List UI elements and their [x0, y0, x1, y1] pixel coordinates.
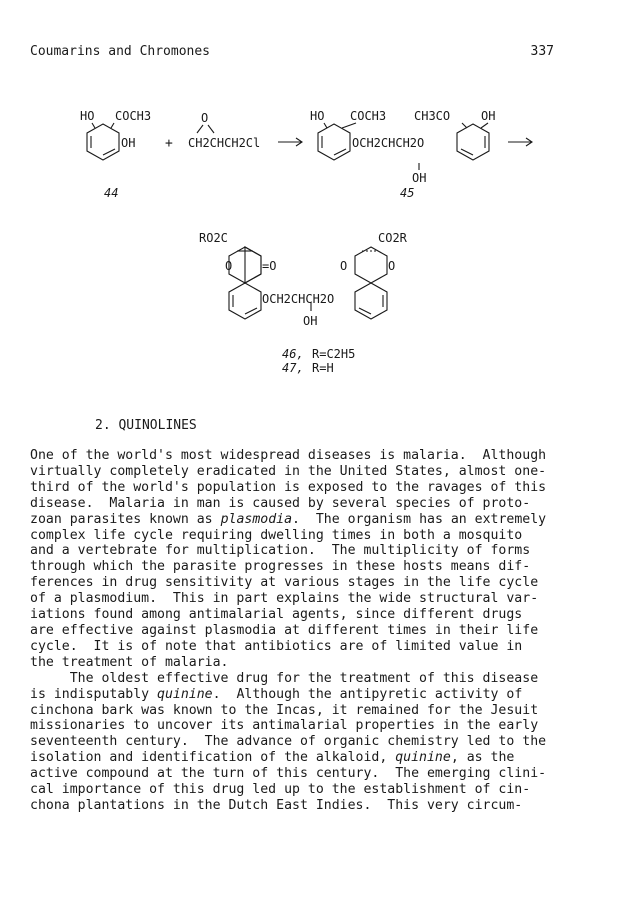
p2-line: The oldest effective drug for the treatment of this disease: [30, 670, 539, 686]
p2-line: cal importance of this drug led up to the establishment of cin-: [30, 782, 531, 798]
italic-term: quinine: [157, 686, 213, 702]
cmpd44-acetyl: COCH3: [115, 109, 152, 123]
reaction-arrow-2: [508, 138, 532, 146]
p1-line: virtually completely eradicated in the United States, almost one-: [30, 463, 547, 479]
cmpd47-number: 47,: [282, 361, 304, 375]
cmpd44-label: 44: [104, 186, 119, 200]
p1-line: ferences in drug sensitivity at various stages in the life cycle: [30, 575, 539, 591]
cmpd46-linker-oh: OH: [303, 314, 318, 328]
p1-line: . The organism has an extremely: [292, 511, 547, 527]
cmpd45-oh-right: OH: [481, 109, 496, 123]
cmpd44-oh: OH: [121, 136, 136, 150]
epoxide-oxygen: O: [201, 111, 209, 125]
epichlorohydrin-formula: CH2CHCH2Cl: [188, 136, 261, 150]
body-text: [30, 448, 570, 814]
cmpd47-r-group: R=H: [312, 361, 334, 375]
p1-line: One of the world's most widespread diseases is malaria. Although: [30, 448, 547, 463]
p2-line: active compound at the turn of this century. The emerging clini-: [30, 766, 547, 782]
p1-line: third of the world's population is exposed to the ravages of this: [30, 479, 547, 495]
p2-line: isolation and identification of the alkaloid,: [30, 750, 396, 766]
cmpd45-acetyl-left: COCH3: [350, 109, 387, 123]
cmpd46-ester-right: CO2R: [378, 231, 407, 245]
p1-line: are effective against plasmodia at different times in their life: [30, 622, 539, 638]
cmpd46-ester-left: RO2C: [199, 231, 228, 245]
cmpd46-carbonyl: =O: [262, 259, 277, 273]
p1-line: of a plasmodium. This in part explains the wide structural var-: [30, 591, 539, 607]
cmpd45-linker-oh: OH: [412, 171, 427, 185]
p2-line: chona plantations in the Dutch East Indies. This very circum-: [30, 797, 523, 813]
page-number: 337: [530, 44, 554, 59]
cmpd46-ring-o-mid: O: [340, 259, 348, 273]
p2-line: is indisputably: [30, 686, 158, 702]
italic-term: plasmodia: [220, 511, 293, 527]
p2-line: seventeenth century. The advance of organic chemistry led to the: [30, 734, 547, 750]
reaction-arrow-1: [278, 138, 302, 146]
reaction-scheme: [0, 0, 636, 400]
cmpd46-right-chromone: [311, 247, 387, 319]
p1-line: the treatment of malaria.: [30, 654, 229, 670]
cmpd46-linker: OCH2CHCH2O: [262, 292, 335, 306]
p1-line: through which the parasite progresses in these hosts means dif-: [30, 559, 531, 575]
cmpd44-ho: HO: [80, 109, 95, 123]
cmpd46-number: 46,: [282, 347, 304, 361]
p1-line: and a vertebrate for multiplication. The multiplicity of forms: [30, 543, 531, 559]
italic-term: quinine: [395, 750, 451, 766]
p2-line: missionaries to uncover its antimalarial properties in the early: [30, 718, 539, 734]
cmpd45-label: 45: [400, 186, 415, 200]
cmpd46-ring-o-right: O: [388, 259, 396, 273]
plus-sign: +: [165, 136, 173, 151]
cmpd46-ring-o-left: O: [225, 259, 233, 273]
p1-line: disease. Malaria in man is caused by several species of proto-: [30, 495, 531, 511]
cmpd46-r-group: R=C2H5: [312, 347, 356, 361]
cmpd45-right-ring: [419, 123, 489, 170]
running-title: Coumarins and Chromones: [30, 44, 211, 59]
cmpd45-ho: HO: [310, 109, 325, 123]
cmpd46-left-chromone: [229, 247, 261, 319]
p1-line: cycle. It is of note that antibiotics are of limited value in: [30, 638, 523, 654]
cmpd45-acetyl-right: CH3CO: [414, 109, 451, 123]
p1-line: iations found among antimalarial agents, since different drugs: [30, 607, 523, 623]
p1-line: complex life cycle requiring dwelling times in both a mosquito: [30, 527, 523, 543]
cmpd45-linker: OCH2CHCH2O: [352, 136, 425, 150]
cmpd44-benzene-ring: [87, 123, 119, 160]
cmpd45-left-ring: [318, 123, 356, 160]
p2-line: cinchona bark was known to the Incas, it remained for the Jesuit: [30, 702, 539, 718]
p2-line: , as the: [450, 750, 515, 766]
section-heading: 2. QUINOLINES: [95, 418, 197, 433]
p1-line: zoan parasites known as: [30, 511, 221, 527]
epoxide-ring: [197, 125, 214, 133]
p2-line: . Although the antipyretic activity of: [212, 686, 523, 702]
